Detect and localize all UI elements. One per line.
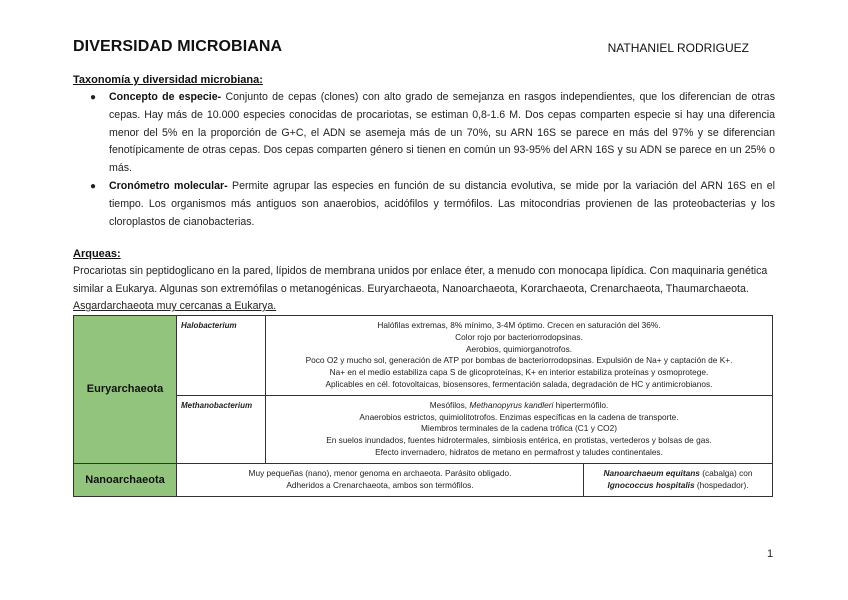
- table-row: [74, 395, 773, 463]
- list-item: [73, 178, 775, 231]
- line-prefix: Mesófilos,: [429, 399, 470, 410]
- document-title: DIVERSIDAD MICROBIANA: [73, 38, 283, 55]
- page-header: [73, 38, 749, 60]
- description-line: [270, 400, 768, 412]
- asgardarchaeota-note: Asgardarchaeota muy cercanas a Eukarya.: [73, 300, 277, 313]
- description-line: Halófilas extremas, 8% mínimo, 3-4M óptimo. Crecen en saturación del 36%.: [377, 320, 661, 330]
- description-line: Aerobios, quimiorganotrofos.: [465, 343, 573, 354]
- description-line: [588, 468, 768, 480]
- phylum-euryarchaeota: Euryarchaeota: [74, 316, 177, 464]
- nanoarchaeota-description: [177, 463, 584, 496]
- species-concept-text: Conjunto de cepas (clones) con alto grado de semejanza en rasgos independientes, que los diferencian de otras cepas. Hay más de 10.000 especies conocidas de procariotas, se estiman 0,8-1.6 M. Dos cepas comparten especie si hay una diferencia menor del 5% en la proporción de G+C, el ADN se asemeja más de un 70%, su ARN 16S se parece en más del 97% y se diferencian fenotípicamente de otras cepas. Dos cepas comparten género si tienen en común un 93-95% del ARN 16S y su ADN se parece en un 25% o más.: [109, 91, 776, 175]
- archaea-table: [73, 315, 773, 497]
- table-row: [74, 316, 773, 396]
- description-line: Aplicables en cél. fotovoltaicas, biosensores, fermentación salada, degradación de HC y antimicrobianos.: [325, 378, 713, 389]
- term-species-concept: Concepto de especie-: [109, 91, 222, 103]
- description-line: Color rojo por bacteriorrodopsinas.: [455, 331, 583, 342]
- bullet-icon: ●: [90, 180, 97, 192]
- species-note: (hospedador).: [694, 479, 749, 490]
- taxonomy-heading: Taxonomía y diversidad microbiana:: [73, 74, 263, 86]
- bullet-icon: ●: [90, 92, 97, 103]
- molecular-chronometer-text: Permite agrupar las especies en función de su distancia evolutiva, se mide por la variación del ARN 16S en el tiempo. Los organismos más antiguos son anaerobios, acidófilos y termófilos. Las mitocondrias provienen de las proteobacterias y los cloroplastos de cianobacterias.: [109, 179, 775, 228]
- genus-halobacterium: Halobacterium: [177, 316, 266, 396]
- description-line: Poco O2 y mucho sol, generación de ATP por bombas de bacteriorrodopsinas. Expulsión de Na+ y captación de K+.: [305, 355, 733, 366]
- species-note: (cabalga) con: [699, 467, 753, 478]
- description-line: Anaerobios estrictos, quimiolitotrofos. Enzimas específicas en la cadena de transporte.: [359, 411, 679, 422]
- description-line: En suelos inundados, fuentes hidrotermales, simbiosis entérica, en protistas, vertederos y bolsas de gas.: [326, 435, 712, 446]
- page-number: 1: [767, 548, 774, 560]
- table-row: [74, 463, 773, 496]
- genus-methanobacterium: Methanobacterium: [177, 395, 266, 463]
- description-line: Muy pequeñas (nano), menor genoma en archaeota. Parásito obligado.: [248, 467, 512, 478]
- arqueas-paragraph: [73, 263, 773, 316]
- description-line: [588, 480, 768, 492]
- arqueas-text: Procariotas sin peptidoglicano en la pared, lípidos de membrana unidos por enlace éter, a menudo con monocapa lipídica. Con maquinaria genética similar a Eukarya. Algunas son extremófilas o metanogénicas. Euryarchaeota, Nanoarchaeota, Korarchaeota, Crenarchaeota, Thaumarchaeota.: [73, 265, 768, 295]
- list-item: [73, 89, 775, 178]
- term-molecular-chronometer: Cronómetro molecular-: [109, 179, 228, 192]
- description-line: Efecto invernadero, hidratos de metano en permafrost y taludes continentales.: [375, 446, 663, 457]
- nanoarchaeota-species: [584, 463, 773, 496]
- description-line: Na+ en el medio estabiliza capa S de glicoproteínas, K+ en interior estabiliza proteínas y osmoprotege.: [329, 367, 709, 378]
- taxonomy-list: [73, 89, 775, 231]
- line-suffix: hipertermófilo.: [553, 399, 609, 410]
- species-ignococcus: Ignococcus hospitalis: [607, 479, 695, 490]
- species-nanoarchaeum: Nanoarchaeum equitans: [603, 467, 700, 478]
- species-methanopyrus: Methanopyrus kandleri: [469, 399, 554, 410]
- description-line: Adheridos a Crenarchaeota, ambos son termófilos.: [286, 479, 474, 490]
- methanobacterium-description: [266, 395, 773, 463]
- halobacterium-description: [266, 316, 773, 396]
- author-name: NATHANIEL RODRIGUEZ: [607, 41, 749, 55]
- phylum-nanoarchaeota: Nanoarchaeota: [74, 463, 177, 496]
- arqueas-heading: Arqueas:: [73, 248, 121, 260]
- description-line: Miembros terminales de la cadena trófica (C1 y CO2): [421, 423, 617, 434]
